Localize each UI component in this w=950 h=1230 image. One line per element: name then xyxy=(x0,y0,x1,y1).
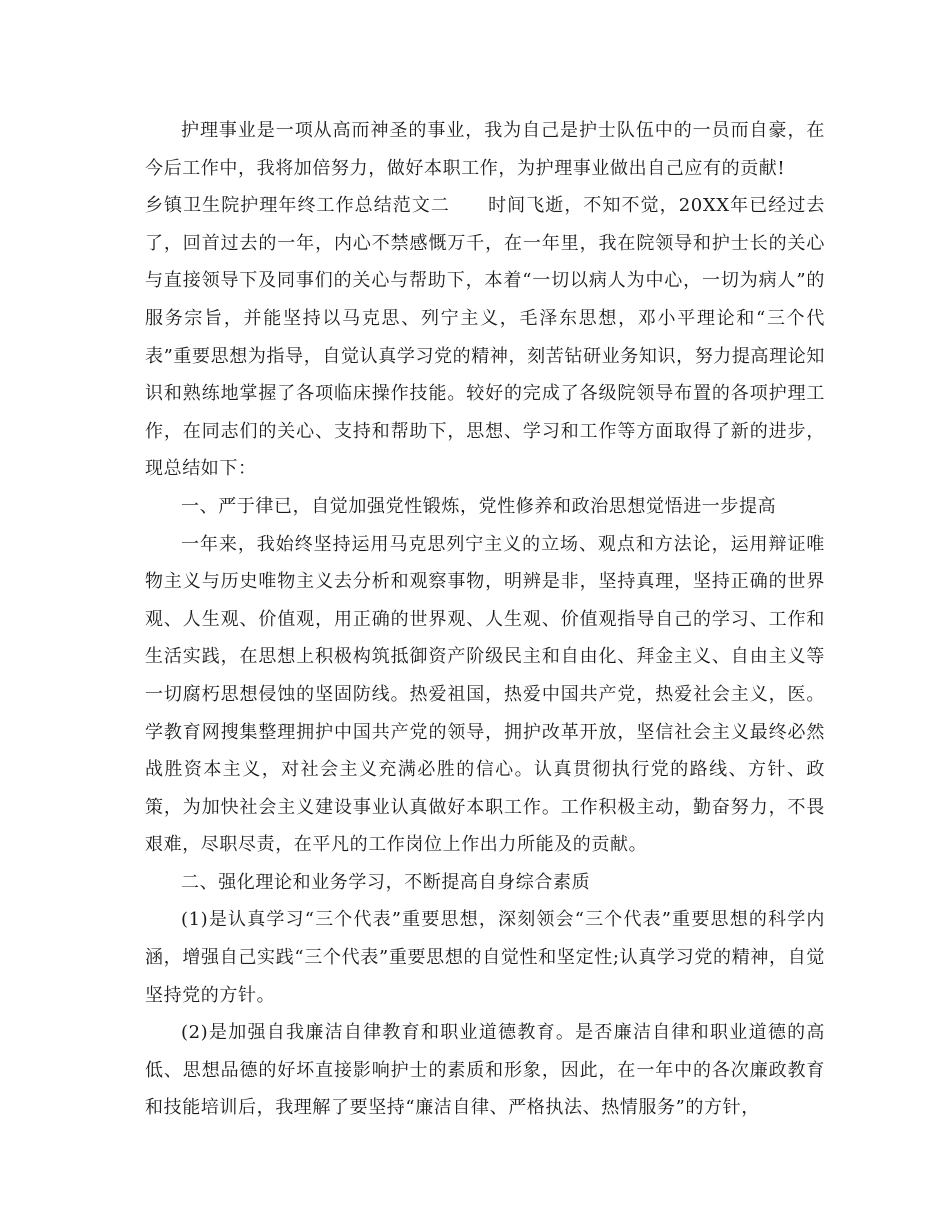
document-body xyxy=(145,112,825,1127)
heading-two: 二、强化理论和业务学习，不断提高自身综合素质 xyxy=(181,871,591,893)
paragraph-item-2: (2)是加强自我廉洁自律教育和职业道德教育。是否廉洁自律和职业道德的高低、思想品德的好坏直接影响护士的素质和形象，因此，在一年中的各次廉政教育和技能培训后，我理解了要坚持“廉洁自律、严格执法、热情服务”的方针， xyxy=(145,1022,825,1119)
paragraph-item-1: (1)是认真学习“三个代表”重要思想，深刻领会“三个代表”重要思想的科学内涵，增强自己实践“三个代表”重要思想的自觉性和坚定性;认真学习党的精神，自觉坚持党的方针。 xyxy=(145,909,825,1006)
paragraph-section-two: 乡镇卫生院护理年终工作总结范文二 时间飞逝，不知不觉，20XX年已经过去了，回首过去的一年，内心不禁感慨万千，在一年里，我在院领导和护士长的关心与直接领导下及同事们的关心与帮助下，本着“一切以病人为中心，一切为病人”的服务宗旨，并能坚持以马克思、列宁主义，毛泽东思想，邓小平理论和“三个代表”重要思想为指导，自觉认真学习党的精神，刻苦钻研业务知识，努力提高理论知识和熟练地掌握了各项临床操作技能。较好的完成了各级院领导布置的各项护理工作，在同志们的关心、支持和帮助下，思想、学习和工作等方面取得了新的进步，现总结如下： xyxy=(145,195,825,480)
heading-one: 一、严于律已，自觉加强党性锻炼，党性修养和政治思想觉悟进一步提高 xyxy=(181,495,777,517)
paragraph-intro: 护理事业是一项从高而神圣的事业，我为自己是护士队伍中的一员而自豪，在今后工作中，我将加倍努力，做好本职工作，为护理事业做出自己应有的贡献! xyxy=(145,120,825,179)
paragraph-one-body: 一年来，我始终坚持运用马克思列宁主义的立场、观点和方法论，运用辩证唯物主义与历史唯物主义去分析和观察事物，明辨是非，坚持真理，坚持正确的世界观、人生观、价值观，用正确的世界观、人生观、价值观指导自己的学习、工作和生活实践，在思想上积极构筑抵御资产阶级民主和自由化、拜金主义、自由主义等一切腐朽思想侵蚀的坚固防线。热爱祖国，热爱中国共产党，热爱社会主义，医。学教育网搜集整理拥护中国共产党的领导，拥护改革开放，坚信社会主义最终必然战胜资本主义，对社会主义充满必胜的信心。认真贯彻执行党的路线、方针、政策，为加快社会主义建设事业认真做好本职工作。工作积极主动，勤奋努力，不畏艰难，尽职尽责，在平凡的工作岗位上作出力所能及的贡献。 xyxy=(145,533,825,856)
